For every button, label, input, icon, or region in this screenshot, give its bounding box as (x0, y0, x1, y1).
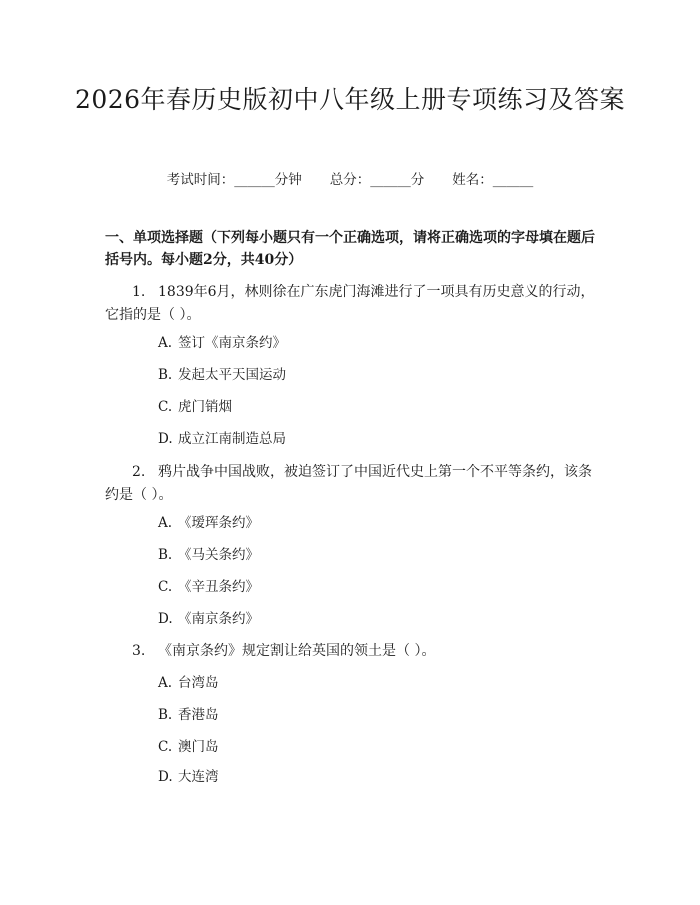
question-number: 3. (132, 643, 146, 659)
option-letter: C. (158, 579, 173, 595)
exam-time-field: 考试时间：______分钟 (166, 172, 302, 188)
question-2-option-a (158, 513, 259, 533)
option-text: 香港岛 (178, 707, 219, 723)
option-letter: A. (158, 335, 173, 351)
question-number: 1. (132, 284, 146, 300)
question-3-option-a (158, 673, 219, 693)
question-text: 1839年6月，林则徐在广东虎门海滩进行了一项具有历史意义的行动，它指的是（ ）。 (105, 284, 595, 323)
question-3-option-b (158, 705, 219, 725)
exam-meta-line (0, 168, 700, 188)
option-letter: D. (158, 431, 173, 447)
option-text: 澳门岛 (178, 739, 219, 755)
option-text: 成立江南制造总局 (178, 431, 286, 447)
option-letter: A. (158, 675, 173, 691)
question-2-option-b (158, 545, 259, 565)
student-name-field: 姓名：______ (452, 172, 534, 188)
option-letter: D. (158, 769, 173, 785)
option-letter: C. (158, 399, 173, 415)
option-letter: B. (158, 707, 173, 723)
option-letter: D. (158, 611, 173, 627)
question-text: 鸦片战争中国战败，被迫签订了中国近代史上第一个不平等条约，该条约是（ ）。 (105, 464, 592, 503)
option-text: 虎门销烟 (178, 399, 232, 415)
total-score-field: 总分：______分 (329, 172, 425, 188)
question-1 (105, 281, 605, 327)
question-1-option-d (158, 429, 286, 449)
question-2 (105, 461, 605, 507)
option-text: 《马关条约》 (178, 547, 259, 563)
document-title: 2026年春历史版初中八年级上册专项练习及答案 (74, 85, 626, 114)
question-2-option-d (158, 609, 259, 629)
option-text: 《辛丑条约》 (178, 579, 259, 595)
section-heading: 一、单项选择题（下列每小题只有一个正确选项，请将正确选项的字母填在题后括号内。每小题2分，共40分） (105, 230, 595, 268)
option-text: 发起太平天国运动 (178, 367, 286, 383)
question-text: 《南京条约》规定割让给英国的领土是（ ）。 (158, 643, 436, 659)
question-1-option-a (158, 333, 286, 353)
option-text: 《南京条约》 (178, 611, 259, 627)
question-2-option-c (158, 577, 259, 597)
question-1-option-b (158, 365, 286, 385)
question-3-option-d (158, 767, 219, 787)
question-3-option-c (158, 737, 219, 757)
question-1-option-c (158, 397, 232, 417)
option-letter: A. (158, 515, 173, 531)
option-letter: B. (158, 547, 173, 563)
question-3 (105, 640, 605, 663)
question-number: 2. (132, 464, 146, 480)
option-text: 大连湾 (178, 769, 219, 785)
option-text: 《瑷珲条约》 (178, 515, 259, 531)
option-letter: B. (158, 367, 173, 383)
option-text: 签订《南京条约》 (178, 335, 286, 351)
option-text: 台湾岛 (178, 675, 219, 691)
option-letter: C. (158, 739, 173, 755)
